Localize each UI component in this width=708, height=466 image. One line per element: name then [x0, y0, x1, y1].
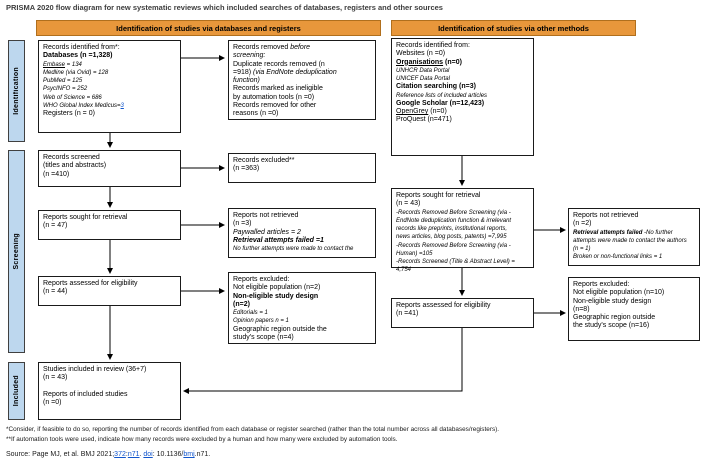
header-databases-registers: Identification of studies via databases and registers [36, 20, 381, 36]
stage-included [8, 362, 25, 420]
stage-screening-label: Screening [13, 233, 20, 270]
box-reports-assessed-other: Reports assessed for eligibility (n =41) [391, 298, 534, 328]
footnote-asterisk: *Consider, if feasible to do so, reporting the number of records identified from each database or register searched (rather than the total number across all databases/registers). [6, 426, 500, 433]
box-reports-sought-other: Reports sought for retrieval (n = 43) -Records Removed Before Screening (via - EndNote deduplication function & irrelevant records like preprints, institutional reports, news articles, blog posts, patents) =7,995 -Records Removed Before Screening (via - Human) =105 -Records Screened (Title & Abstract Level) = 4,754 [391, 188, 534, 268]
footnote-double-asterisk: **If automation tools were used, indicate how many records were excluded by a human and how many were excluded by automation tools. [6, 436, 398, 443]
source-citation: Source: Page MJ, et al. BMJ 2021;372:n71. doi: 10.1136/bmj.n71. [6, 451, 211, 458]
stage-identification [8, 40, 25, 142]
box-records-removed: Records removed before screening: Duplicate records removed (n =918) (via EndNote deduplication function) Records marked as ineligible by automation tools (n =0) Records removed for other reasons (n =0) [228, 40, 376, 120]
box-records-identified-other: Records identified from: Websites (n =0) Organisations (n=0) UNHCR Data Portal UNICEF Data Portal Citation searching (n=3) Reference lists of included articles Google Scholar (n=12,423) OpenGrey (n=0) ProQuest (n=471) [391, 38, 534, 156]
box-records-identified-databases: Records identified from*: Databases (n =1,328) Embase = 134 Medline (via Ovid) = 128 PubMed = 125 PsycINFO = 252 Web of Science = 686 WHO Global Index Medicus=3 Registers (n = 0) [38, 40, 181, 133]
header-other-methods: Identification of studies via other methods [391, 20, 636, 36]
link-text[interactable]: 372 [114, 451, 126, 458]
stage-identification-label: Identification [13, 67, 20, 115]
box-reports-excluded-other: Reports excluded: Not eligible population (n=10) Non-eligible study design (n=8) Geographic region outside the study's scope (n=16) [568, 277, 700, 341]
page-title: PRISMA 2020 flow diagram for new systematic reviews which included searches of databases, registers and other sources [6, 3, 443, 12]
box-records-excluded: Records excluded** (n =363) [228, 153, 376, 183]
box-studies-included: Studies included in review (36+7) (n = 43) Reports of included studies (n =0) [38, 362, 181, 420]
stage-screening [8, 150, 25, 353]
link-text[interactable]: bmj [183, 451, 195, 458]
box-reports-assessed: Reports assessed for eligibility (n = 44) [38, 276, 181, 306]
box-reports-not-retrieved: Reports not retrieved (n =3) Paywalled articles = 2 Retrieval attempts failed =1 No further attempts were made to contact the [228, 208, 376, 258]
box-records-screened: Records screened (titles and abstracts) (n =410) [38, 150, 181, 187]
link-text[interactable]: 3 [120, 102, 124, 109]
stage-included-label: Included [13, 375, 20, 407]
box-reports-not-retrieved-other: Reports not retrieved (n =2) Retrieval attempts failed -No further attempts were made to contact the authors (n = 1) Broken or non-functional links = 1 [568, 208, 700, 266]
box-reports-sought: Reports sought for retrieval (n = 47) [38, 210, 181, 240]
link-text[interactable]: n71 [127, 451, 140, 458]
link-text[interactable]: doi [143, 451, 153, 458]
box-reports-excluded: Reports excluded: Not eligible population (n=2) Non-eligible study design (n=2) Editorials = 1 Opinion papers n = 1 Geographic region outside the study's scope (n=4) [228, 272, 376, 344]
